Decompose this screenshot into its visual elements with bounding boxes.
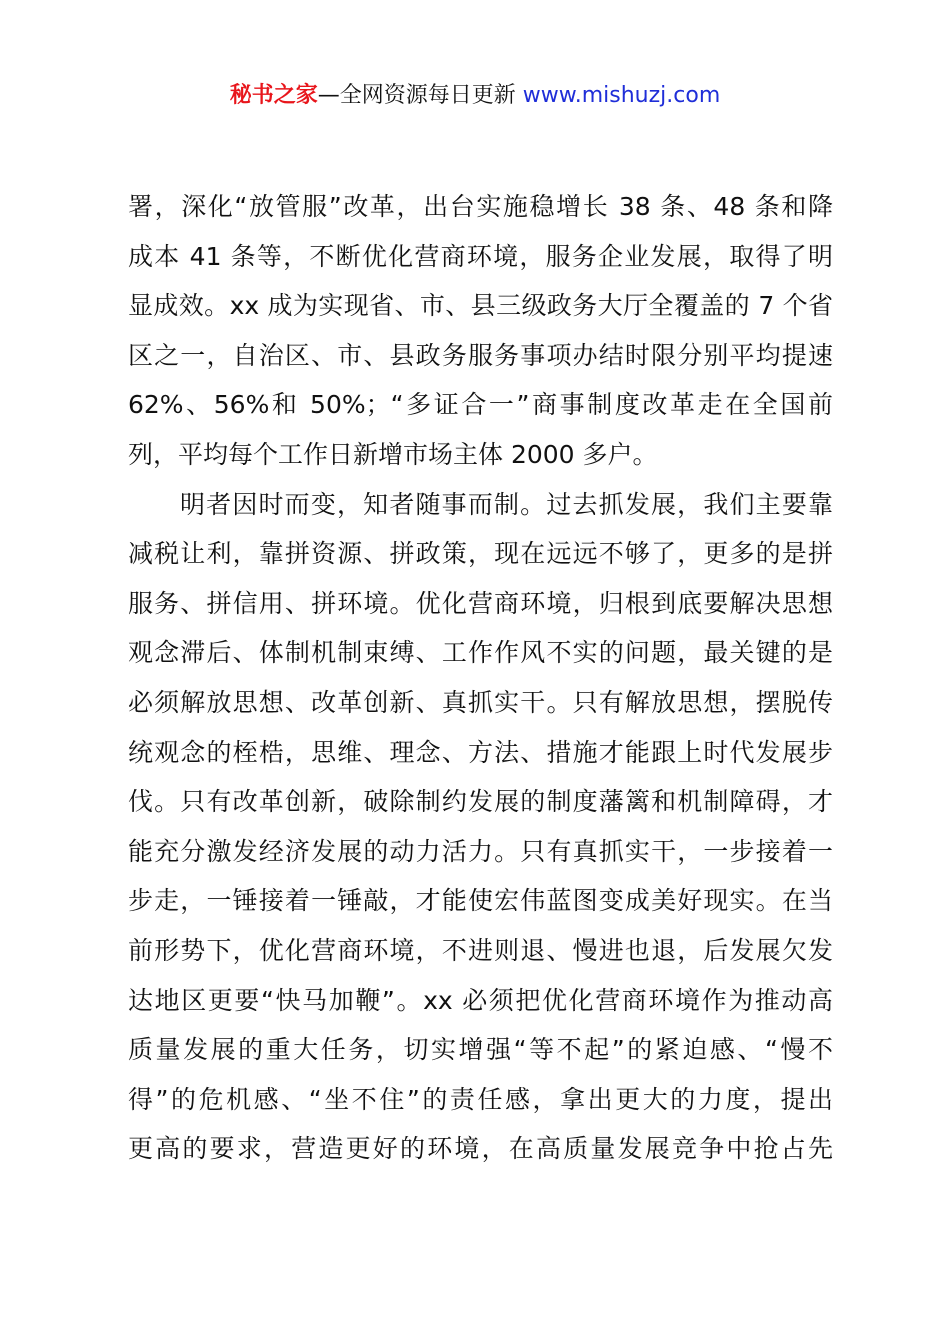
page-header: [0, 80, 950, 112]
paragraph-line: 显成效。xx 成为实现省、市、县三级政务大厅全覆盖的 7 个省: [128, 291, 833, 321]
paragraph-line: 达地区更要“快马加鞭”。xx 必须把优化营商环境作为推动高: [128, 985, 833, 1015]
paragraph-line: 区之一，自治区、市、县政务服务事项办结时限分别平均提速: [128, 340, 833, 370]
paragraph-line: 观念滞后、体制机制束缚、工作作风不实的问题，最关键的是: [128, 638, 833, 668]
paragraph-line: 前形势下，优化营商环境，不进则退、慢进也退，后发展欠发: [128, 935, 833, 965]
paragraph-line: 必须解放思想、改革创新、真抓实干。只有解放思想，摆脱传: [128, 687, 833, 717]
paragraph-line: 能充分激发经济发展的动力活力。只有真抓实干，一步接着一: [128, 836, 833, 866]
paragraph-line: 得”的危机感、“坐不住”的责任感，拿出更大的力度，提出: [128, 1084, 833, 1114]
paragraph-line: 服务、拼信用、拼环境。优化营商环境，归根到底要解决思想: [128, 588, 833, 618]
paragraph-line: 列，平均每个工作日新增市场主体 2000 多户。: [128, 439, 658, 469]
paragraph-line: 明者因时而变，知者随事而制。过去抓发展，我们主要靠: [180, 489, 833, 519]
paragraph-line: 更高的要求，营造更好的环境，在高质量发展竞争中抢占先: [128, 1134, 833, 1164]
site-tagline: —全网资源每日更新: [317, 83, 523, 108]
paragraph-line: 伐。只有改革创新，破除制约发展的制度藩篱和机制障碍，才: [128, 787, 833, 817]
paragraph-line: 署，深化“放管服”改革，出台实施稳增长 38 条、48 条和降: [128, 192, 833, 221]
paragraph-line: 减税让利，靠拼资源、拼政策，现在远远不够了，更多的是拼: [128, 539, 833, 569]
paragraph-line: 统观念的桎梏，思维、理念、方法、措施才能跟上时代发展步: [128, 737, 833, 767]
paragraph-line: 62%、56%和 50%；“多证合一”商事制度改革走在全国前: [128, 390, 833, 420]
paragraph-line: 质量发展的重大任务，切实增强“等不起”的紧迫感、“慢不: [128, 1035, 833, 1065]
site-brand: 秘书之家: [229, 83, 318, 108]
paragraph-line: 成本 41 条等，不断优化营商环境，服务企业发展，取得了明: [128, 241, 833, 271]
paragraph-line: 步走，一锤接着一锤敲，才能使宏伟蓝图变成美好现实。在当: [128, 886, 833, 916]
site-url-link[interactable]: www.mishuzj.com: [522, 83, 721, 108]
document-body: [128, 182, 833, 1174]
